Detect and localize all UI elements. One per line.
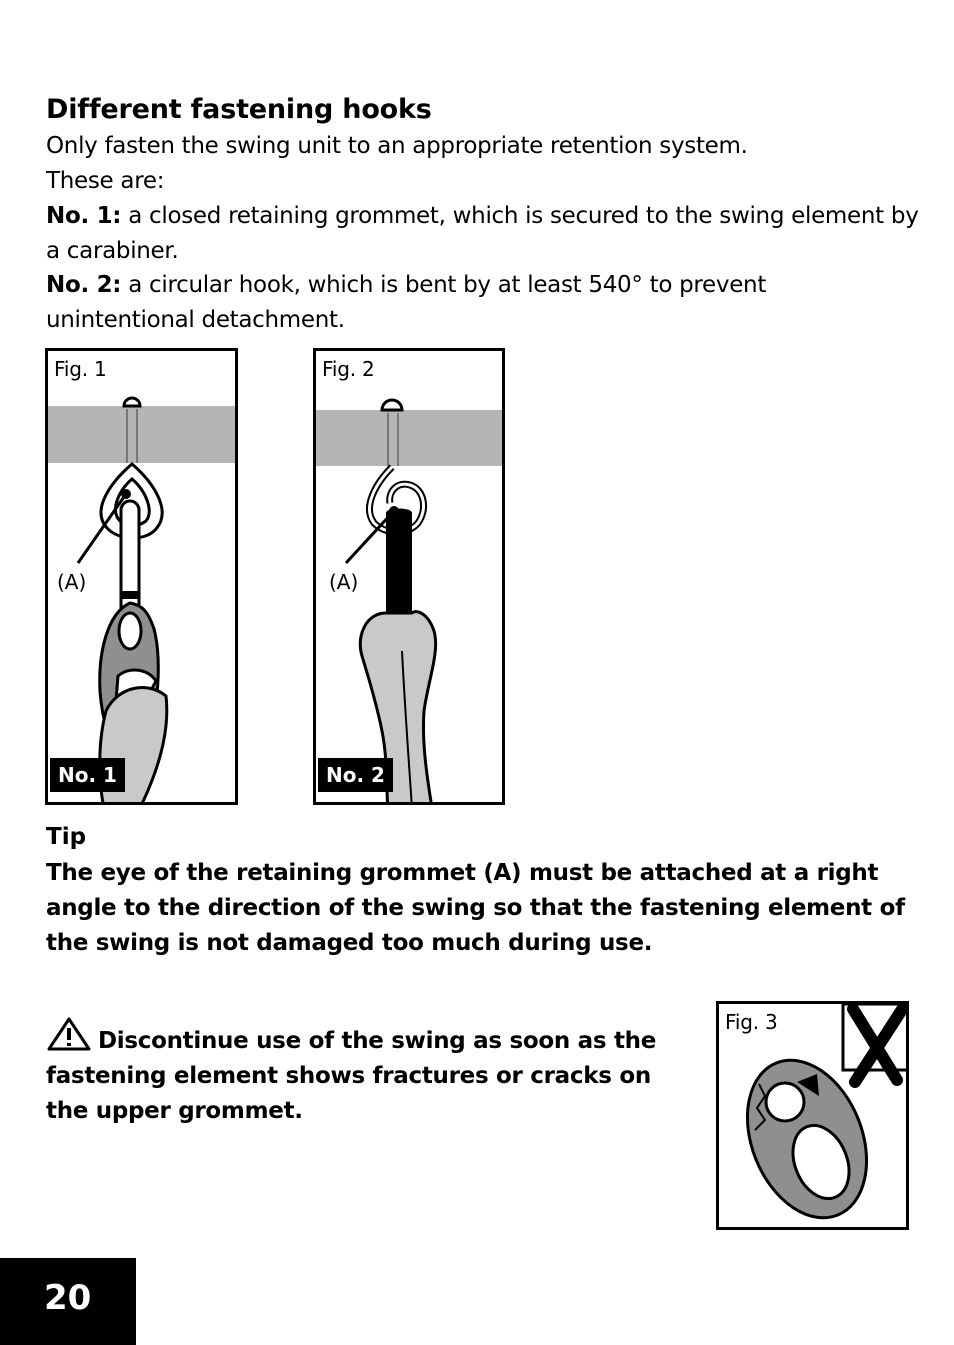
tip-body: The eye of the retaining grommet (A) must be attached at a right angle to the direction of the swing so that the fastening element of the swing is not damaged too much during use. bbox=[46, 860, 905, 956]
item-no1 bbox=[46, 199, 926, 268]
section-heading: Different fastening hooks bbox=[46, 94, 432, 125]
fig2-callout-a: (A) bbox=[329, 570, 359, 594]
fig2-bolt-head bbox=[382, 400, 402, 410]
item-no1-text: a closed retaining grommet, which is secured to the swing element by a carabiner. bbox=[46, 203, 919, 264]
intro-line-1: Only fasten the swing unit to an appropriate retention system. bbox=[46, 133, 748, 159]
warning-text: Discontinue use of the swing as soon as the fastening element shows fractures or cracks on the upper grommet. bbox=[46, 1028, 657, 1124]
item-no2-label: No. 2: bbox=[46, 272, 122, 298]
fig3-caption: Fig. 3 bbox=[725, 1010, 778, 1034]
figure-1 bbox=[45, 348, 238, 805]
fig1-bolt-head bbox=[124, 398, 140, 406]
fig2-badge: No. 2 bbox=[318, 758, 393, 792]
warning-block bbox=[46, 1016, 696, 1129]
fig3-illustration bbox=[719, 1004, 909, 1230]
fig2-caption: Fig. 2 bbox=[322, 357, 375, 381]
warning-triangle-icon bbox=[46, 1016, 92, 1052]
figure-2 bbox=[313, 348, 505, 805]
page-number: 20 bbox=[44, 1278, 92, 1318]
fig1-caption: Fig. 1 bbox=[54, 357, 107, 381]
fig1-ceiling bbox=[48, 406, 238, 463]
fig2-ceiling bbox=[316, 410, 505, 466]
figure-3 bbox=[716, 1001, 909, 1230]
item-no2 bbox=[46, 268, 806, 337]
fig1-badge: No. 1 bbox=[50, 758, 125, 792]
intro-line-2: These are: bbox=[46, 168, 165, 194]
fig1-callout-a: (A) bbox=[57, 570, 87, 594]
tip-title: Tip bbox=[46, 824, 87, 850]
page-number-box bbox=[0, 1258, 136, 1345]
item-no2-text: a circular hook, which is bent by at least 540° to prevent unintentional detachment. bbox=[46, 272, 767, 333]
item-no1-label: No. 1: bbox=[46, 203, 122, 229]
